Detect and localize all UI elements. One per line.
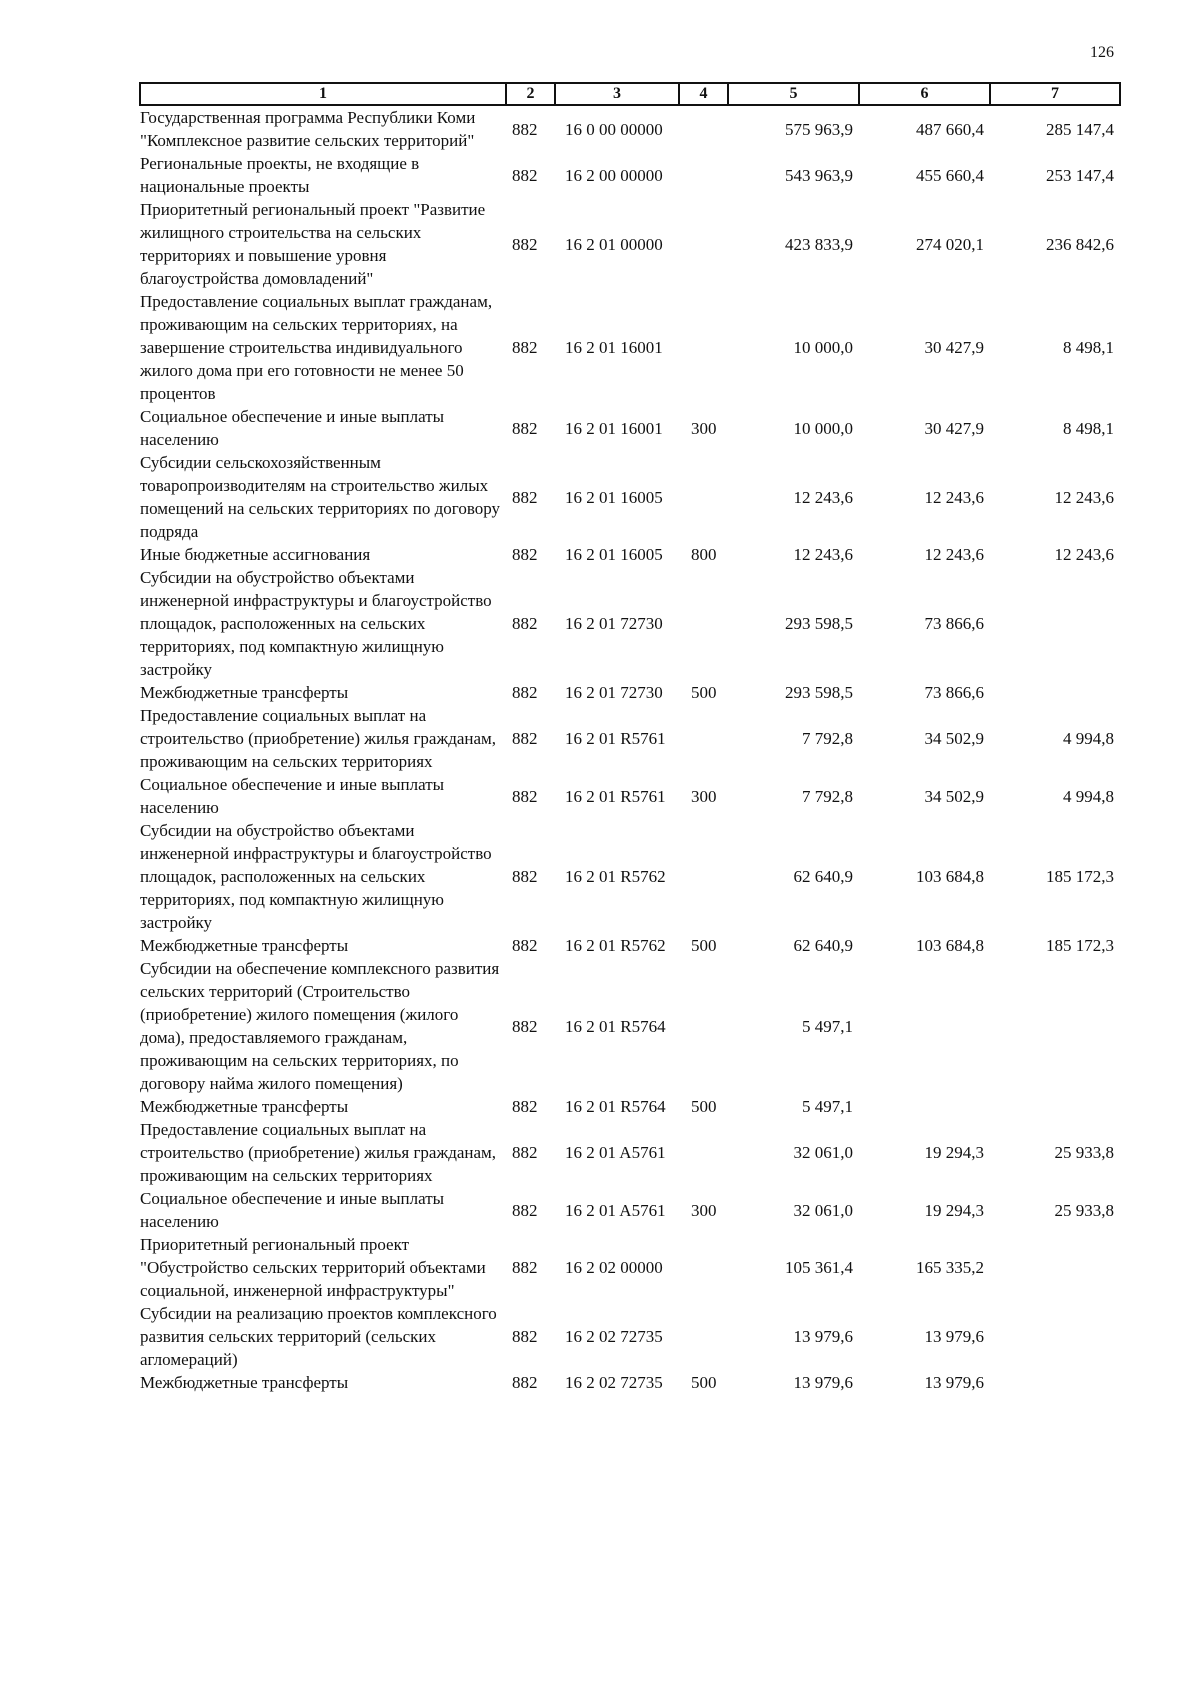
row-value-col6 [859, 1095, 990, 1118]
table-row [140, 1187, 1120, 1233]
row-admin-code: 882 [512, 338, 538, 357]
column-header-5: 5 [728, 83, 859, 105]
row-value-col6: 455 660,4 [916, 165, 984, 185]
row-target-article: 16 2 02 00000 [565, 1258, 663, 1277]
row-expense-type [679, 704, 728, 773]
row-value-col5: 13 979,6 [793, 1373, 853, 1392]
row-value-col7: 25 933,8 [1054, 1200, 1114, 1220]
row-admin-code: 882 [512, 683, 538, 702]
table-row [140, 105, 1120, 152]
table-row [140, 405, 1120, 451]
row-value-col7: 185 172,3 [1046, 936, 1114, 955]
row-value-col7 [990, 681, 1120, 704]
table-row [140, 681, 1120, 704]
row-value-col6: 165 335,2 [916, 1258, 984, 1277]
row-value-col7: 12 243,6 [1054, 487, 1114, 507]
row-value-col7: 253 147,4 [1046, 165, 1114, 185]
row-expense-type: 800 [691, 545, 717, 564]
table-row [140, 1233, 1120, 1302]
row-admin-code: 882 [512, 786, 538, 806]
row-value-col7 [990, 566, 1120, 681]
row-value-col7 [990, 1371, 1120, 1394]
row-target-article: 16 2 01 R5762 [565, 936, 666, 955]
row-expense-type: 300 [691, 1200, 717, 1220]
row-target-article: 16 2 01 A5761 [565, 1143, 666, 1162]
row-expense-type: 300 [691, 418, 717, 438]
row-admin-code: 882 [512, 234, 538, 254]
row-target-article: 16 2 01 72730 [565, 614, 663, 633]
row-expense-type: 500 [691, 1097, 717, 1116]
column-header-1: 1 [140, 83, 506, 105]
row-name: Приоритетный региональный проект "Развитие жилищного строительства на сельских территориях и повышение уровня благоустройства домовладений" [140, 200, 486, 288]
header-row [140, 83, 1120, 105]
row-value-col5: 423 833,9 [785, 234, 853, 254]
row-name: Субсидии на обустройство объектами инженерной инфраструктуры и благоустройство площадок, расположенных на сельских территориях, под компактную жилищную застройку [140, 821, 492, 932]
table-row [140, 773, 1120, 819]
row-value-col6: 12 243,6 [924, 487, 984, 507]
row-expense-type: 500 [691, 1373, 717, 1392]
row-name: Межбюджетные трансферты [140, 1097, 349, 1116]
row-admin-code: 882 [512, 1016, 538, 1036]
row-name: Субсидии сельскохозяйственным товаропроизводителям на строительство жилых помещений на сельских территориях по договору подряда [140, 453, 501, 541]
row-value-col6: 274 020,1 [916, 234, 984, 254]
row-target-article: 16 2 01 A5761 [565, 1200, 666, 1220]
row-value-col5: 5 497,1 [802, 1016, 853, 1036]
row-expense-type [679, 1302, 728, 1371]
row-target-article: 16 2 01 16005 [565, 545, 663, 564]
row-value-col6: 103 684,8 [916, 936, 984, 955]
row-value-col6: 34 502,9 [924, 786, 984, 806]
row-expense-type [679, 1118, 728, 1187]
row-admin-code: 882 [512, 1373, 538, 1392]
table-row [140, 957, 1120, 1095]
row-value-col6: 19 294,3 [924, 1143, 984, 1162]
row-name: Социальное обеспечение и иные выплаты населению [140, 1189, 445, 1231]
row-value-col7: 8 498,1 [1063, 338, 1114, 357]
column-header-7: 7 [990, 83, 1120, 105]
row-expense-type [679, 105, 728, 152]
row-value-col7 [990, 1095, 1120, 1118]
row-target-article: 16 2 01 R5764 [565, 1097, 666, 1116]
row-admin-code: 882 [512, 119, 538, 139]
row-value-col6 [859, 957, 990, 1095]
column-header-4: 4 [679, 83, 728, 105]
row-admin-code: 882 [512, 545, 538, 564]
row-admin-code: 882 [512, 1097, 538, 1116]
row-name: Социальное обеспечение и иные выплаты населению [140, 407, 445, 449]
row-value-col7: 4 994,8 [1063, 786, 1114, 806]
row-value-col6: 103 684,8 [916, 867, 984, 886]
row-target-article: 16 2 02 72735 [565, 1327, 663, 1346]
row-value-col5: 10 000,0 [793, 418, 853, 438]
column-header-6: 6 [859, 83, 990, 105]
budget-table [139, 82, 1121, 1394]
row-expense-type [679, 1233, 728, 1302]
row-admin-code: 882 [512, 1143, 538, 1162]
row-name: Субсидии на обеспечение комплексного развития сельских территорий (Строительство (приобретение) жилого помещения (жилого дома), предоставляемого гражданам, проживающим на сельских территориях, по договору найма жилого помещения) [140, 959, 500, 1093]
row-value-col5: 7 792,8 [802, 786, 853, 806]
row-value-col5: 105 361,4 [785, 1258, 853, 1277]
row-target-article: 16 2 02 72735 [565, 1373, 663, 1392]
row-expense-type [679, 819, 728, 934]
row-name: Субсидии на обустройство объектами инженерной инфраструктуры и благоустройство площадок, расположенных на сельских территориях, под компактную жилищную застройку [140, 568, 492, 679]
row-name: Государственная программа Республики Коми "Комплексное развитие сельских территорий" [140, 108, 476, 150]
row-value-col5: 575 963,9 [785, 119, 853, 139]
row-value-col5: 62 640,9 [793, 936, 853, 955]
table-row [140, 451, 1120, 543]
row-value-col6: 73 866,6 [924, 614, 984, 633]
row-name: Предоставление социальных выплат на строительство (приобретение) жилья гражданам, проживающим на сельских территориях [140, 1120, 497, 1185]
row-value-col7 [990, 1302, 1120, 1371]
row-admin-code: 882 [512, 1258, 538, 1277]
row-expense-type [679, 290, 728, 405]
row-target-article: 16 2 01 16005 [565, 487, 663, 507]
row-target-article: 16 0 00 00000 [565, 119, 663, 139]
row-name: Субсидии на реализацию проектов комплексного развития сельских территорий (сельских агломераций) [140, 1304, 497, 1369]
table-header [140, 83, 1120, 105]
table-row [140, 566, 1120, 681]
row-value-col7: 285 147,4 [1046, 119, 1114, 139]
column-header-3: 3 [555, 83, 679, 105]
row-name: Региональные проекты, не входящие в национальные проекты [140, 154, 420, 196]
row-value-col7: 8 498,1 [1063, 418, 1114, 438]
row-value-col6: 30 427,9 [924, 418, 984, 438]
row-target-article: 16 2 00 00000 [565, 165, 663, 185]
column-header-2: 2 [506, 83, 555, 105]
page-number: 126 [1090, 44, 1114, 61]
row-target-article: 16 2 01 16001 [565, 418, 663, 438]
row-value-col6: 19 294,3 [924, 1200, 984, 1220]
budget-table-container [139, 82, 1119, 1394]
row-value-col5: 293 598,5 [785, 683, 853, 702]
row-value-col5: 12 243,6 [793, 545, 853, 564]
row-admin-code: 882 [512, 1200, 538, 1220]
row-value-col5: 32 061,0 [793, 1143, 853, 1162]
row-target-article: 16 2 01 72730 [565, 683, 663, 702]
row-expense-type [679, 198, 728, 290]
row-expense-type: 500 [691, 936, 717, 955]
row-name: Предоставление социальных выплат на строительство (приобретение) жилья гражданам, проживающим на сельских территориях [140, 706, 497, 771]
row-value-col7: 12 243,6 [1054, 545, 1114, 564]
table-body [140, 105, 1120, 1394]
row-target-article: 16 2 01 R5764 [565, 1016, 666, 1036]
row-value-col5: 293 598,5 [785, 614, 853, 633]
row-target-article: 16 2 01 16001 [565, 338, 663, 357]
row-expense-type: 300 [691, 786, 717, 806]
table-row [140, 1302, 1120, 1371]
row-value-col6: 13 979,6 [924, 1327, 984, 1346]
row-value-col5: 12 243,6 [793, 487, 853, 507]
row-admin-code: 882 [512, 165, 538, 185]
row-target-article: 16 2 01 R5761 [565, 786, 666, 806]
row-value-col7 [990, 957, 1120, 1095]
row-value-col5: 13 979,6 [793, 1327, 853, 1346]
row-name: Приоритетный региональный проект "Обустройство сельских территорий объектами социальной, инженерной инфраструктуры" [140, 1235, 486, 1300]
row-admin-code: 882 [512, 867, 538, 886]
row-admin-code: 882 [512, 614, 538, 633]
row-name: Иные бюджетные ассигнования [140, 545, 371, 564]
row-expense-type [679, 152, 728, 198]
table-row [140, 543, 1120, 566]
row-admin-code: 882 [512, 418, 538, 438]
table-row [140, 198, 1120, 290]
row-value-col7: 25 933,8 [1054, 1143, 1114, 1162]
row-expense-type [679, 566, 728, 681]
row-admin-code: 882 [512, 729, 538, 748]
row-value-col6: 487 660,4 [916, 119, 984, 139]
row-name: Социальное обеспечение и иные выплаты населению [140, 775, 445, 817]
row-value-col7: 185 172,3 [1046, 867, 1114, 886]
row-value-col5: 7 792,8 [802, 729, 853, 748]
row-value-col5: 10 000,0 [793, 338, 853, 357]
table-row [140, 819, 1120, 934]
row-admin-code: 882 [512, 1327, 538, 1346]
row-target-article: 16 2 01 00000 [565, 234, 663, 254]
row-value-col5: 62 640,9 [793, 867, 853, 886]
row-expense-type [679, 451, 728, 543]
row-value-col6: 34 502,9 [924, 729, 984, 748]
row-name: Межбюджетные трансферты [140, 936, 349, 955]
table-row [140, 1371, 1120, 1394]
row-expense-type: 500 [691, 683, 717, 702]
row-expense-type [679, 957, 728, 1095]
row-admin-code: 882 [512, 487, 538, 507]
row-value-col6: 30 427,9 [924, 338, 984, 357]
table-row [140, 290, 1120, 405]
row-value-col7: 236 842,6 [1046, 234, 1114, 254]
table-row [140, 1118, 1120, 1187]
row-value-col5: 5 497,1 [802, 1097, 853, 1116]
row-value-col7 [990, 1233, 1120, 1302]
row-value-col6: 73 866,6 [924, 683, 984, 702]
row-name: Межбюджетные трансферты [140, 1373, 349, 1392]
table-row [140, 1095, 1120, 1118]
row-value-col6: 12 243,6 [924, 545, 984, 564]
row-name: Межбюджетные трансферты [140, 683, 349, 702]
table-row [140, 934, 1120, 957]
row-target-article: 16 2 01 R5762 [565, 867, 666, 886]
row-value-col7: 4 994,8 [1063, 729, 1114, 748]
row-value-col6: 13 979,6 [924, 1373, 984, 1392]
row-value-col5: 543 963,9 [785, 165, 853, 185]
table-row [140, 152, 1120, 198]
row-value-col5: 32 061,0 [793, 1200, 853, 1220]
row-target-article: 16 2 01 R5761 [565, 729, 666, 748]
row-admin-code: 882 [512, 936, 538, 955]
row-name: Предоставление социальных выплат гражданам, проживающим на сельских территориях, на завершение строительства индивидуального жилого дома при его готовности не менее 50 процентов [140, 292, 493, 403]
table-row [140, 704, 1120, 773]
